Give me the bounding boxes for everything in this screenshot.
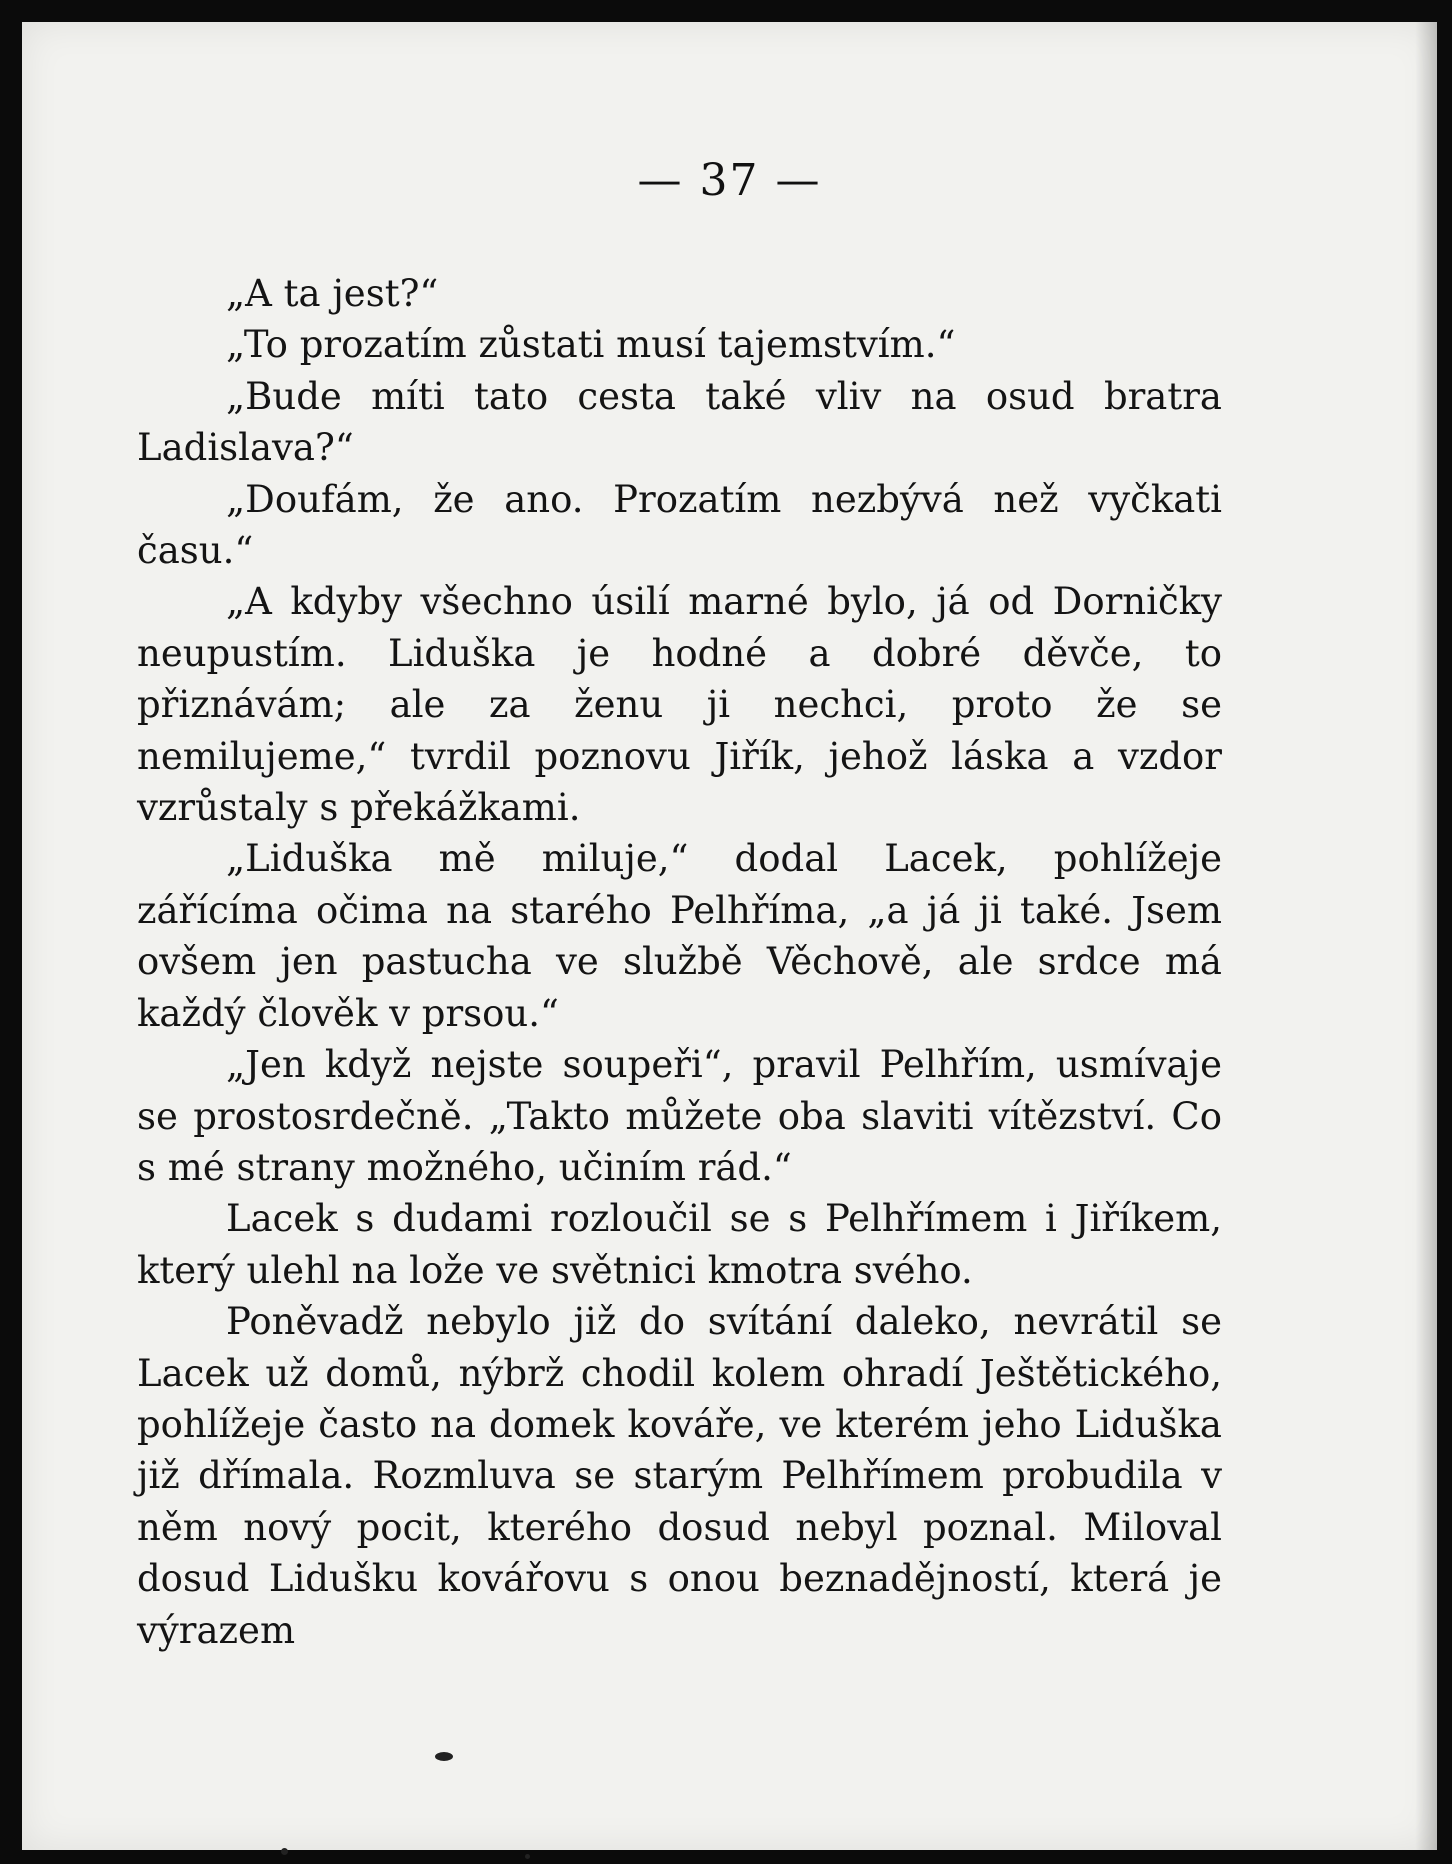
paragraph: „Jen když nejste soupeři“, pravil Pelhřím, usmívaje se prostosrdečně. „Takto můžete oba slaviti vítězství. Co s mé strany možného, učiním rád.“: [137, 1043, 1222, 1189]
paragraph: „A kdyby všechno úsilí marné bylo, já od Dorničky neupustím. Liduška je hodné a dobré děvče, to přiznávám; ale za ženu ji nechci, proto že se nemilujeme,“ tvrdil poznovu Jiřík, jehož láska a vzdor vzrůstaly s překážkami.: [137, 580, 1222, 830]
paragraph: „Liduška mě miluje,“ dodal Lacek, pohlížeje zářícíma očima na starého Pelhříma, „a já ji také. Jsem ovšem jen pastucha ve službě Věchově, ale srdce má každý člověk v prsou.“: [137, 837, 1222, 1035]
ink-speck: [281, 1848, 288, 1855]
paragraph: „To prozatím zůstati musí tajemstvím.“: [226, 323, 956, 367]
ink-speck: [435, 1752, 453, 1761]
book-page: [22, 22, 1437, 1850]
paragraph: „A ta jest?“: [226, 272, 439, 315]
paragraph: „Bude míti tato cesta také vliv na osud bratra Ladislava?“: [137, 374, 1222, 470]
paragraph: „Doufám, že ano. Prozatím nezbývá než vyčkati času.“: [137, 477, 1222, 573]
page-number: — 37 —: [637, 155, 822, 206]
ink-speck: [525, 1854, 530, 1859]
paragraph: Lacek s dudami rozloučil se s Pelhřímem i Jiříkem, který ulehl na lože ve světnici kmotra svého.: [137, 1197, 1222, 1292]
paragraph: Poněvadž nebylo již do svítání daleko, nevrátil se Lacek už domů, nýbrž chodil kolem ohradí Ještětického, pohlížeje často na domek kováře, ve kterém jeho Liduška již dřímala. Rozmluva se starým Pelhřímem probudila v něm nový pocit, kterého dosud nebyl poznal. Miloval dosud Lidušku kovářovu s onou beznadějností, která je výrazem: [137, 1300, 1222, 1652]
body-text: [137, 268, 1222, 1656]
